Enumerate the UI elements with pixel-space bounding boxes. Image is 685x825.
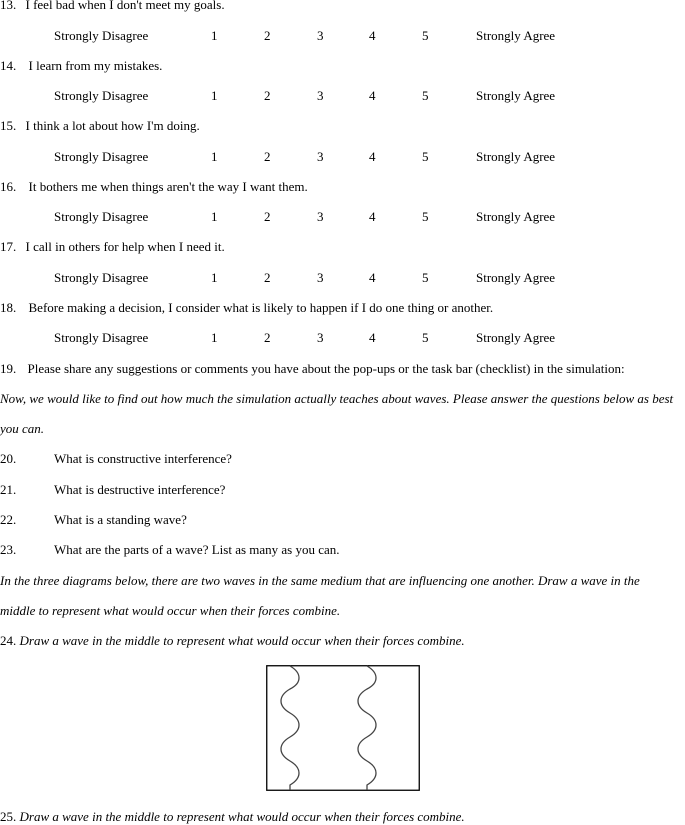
item-13-question <box>0 0 225 13</box>
scale-point-4[interactable]: 4 <box>369 270 376 285</box>
item-15-scale <box>0 149 685 165</box>
scale-point-3[interactable]: 3 <box>317 330 324 345</box>
scale-high-label: Strongly Agree <box>476 88 556 103</box>
scale-point-5[interactable]: 5 <box>422 330 429 345</box>
item-13-scale <box>0 28 685 44</box>
item-text: It bothers me when things aren't the way I want them. <box>28 179 308 194</box>
diagram-frame <box>267 666 420 791</box>
item-number: 18. <box>0 300 17 315</box>
item-17-question <box>0 239 225 255</box>
scale-point-2[interactable]: 2 <box>264 149 271 164</box>
scale-point-4[interactable]: 4 <box>369 149 376 164</box>
scale-point-2[interactable]: 2 <box>264 209 271 224</box>
scale-low-label: Strongly Disagree <box>54 88 149 103</box>
right-wave <box>358 666 376 790</box>
scale-high-label: Strongly Agree <box>476 330 556 345</box>
scale-point-1[interactable]: 1 <box>211 149 218 164</box>
scale-point-3[interactable]: 3 <box>317 209 324 224</box>
scale-point-2[interactable]: 2 <box>264 270 271 285</box>
item-number: 25. <box>0 809 17 824</box>
scale-point-5[interactable]: 5 <box>422 149 429 164</box>
question-25 <box>0 809 465 825</box>
item-number: 22. <box>0 512 17 527</box>
scale-point-1[interactable]: 1 <box>211 209 218 224</box>
item-number: 17. <box>0 239 17 254</box>
item-text: What is destructive interference? <box>54 482 226 497</box>
item-text: Draw a wave in the middle to represent what would occur when their forces combine. <box>19 633 465 648</box>
item-text: I think a lot about how I'm doing. <box>25 118 200 133</box>
scale-point-5[interactable]: 5 <box>422 28 429 43</box>
item-17-scale <box>0 270 685 286</box>
scale-low-label: Strongly Disagree <box>54 209 149 224</box>
wave-diagram[interactable] <box>266 665 420 791</box>
scale-point-4[interactable]: 4 <box>369 330 376 345</box>
item-14-question <box>0 58 162 74</box>
scale-point-1[interactable]: 1 <box>211 270 218 285</box>
item-text: Please share any suggestions or comments you have about the pop-ups or the task bar (checklist) in the simulation: <box>27 361 625 376</box>
item-text: Draw a wave in the middle to represent what would occur when their forces combine. <box>19 809 465 824</box>
item-number: 20. <box>0 451 17 466</box>
scale-low-label: Strongly Disagree <box>54 149 149 164</box>
item-number: 15. <box>0 118 17 133</box>
scale-low-label: Strongly Disagree <box>54 270 149 285</box>
scale-high-label: Strongly Agree <box>476 149 556 164</box>
scale-high-label: Strongly Agree <box>476 209 556 224</box>
item-number: 19. <box>0 361 17 376</box>
item-number: 24. <box>0 633 17 648</box>
scale-point-1[interactable]: 1 <box>211 330 218 345</box>
item-text: What are the parts of a wave? List as many as you can. <box>54 542 340 557</box>
scale-point-3[interactable]: 3 <box>317 28 324 43</box>
item-text: What is a standing wave? <box>54 512 187 527</box>
item-18-scale <box>0 330 685 346</box>
item-18-question <box>0 300 493 316</box>
scale-point-2[interactable]: 2 <box>264 28 271 43</box>
item-14-scale <box>0 88 685 104</box>
scale-point-4[interactable]: 4 <box>369 28 376 43</box>
waves-intro-line-2: you can. <box>0 421 45 436</box>
scale-high-label: Strongly Agree <box>476 270 556 285</box>
item-number: 21. <box>0 482 17 497</box>
item-text: I learn from my mistakes. <box>28 58 163 73</box>
item-number: 14. <box>0 58 17 73</box>
diagrams-intro-line-1: In the three diagrams below, there are two waves in the same medium that are influencing one another. Draw a wave in the <box>0 573 640 588</box>
scale-point-1[interactable]: 1 <box>211 88 218 103</box>
scale-point-3[interactable]: 3 <box>317 270 324 285</box>
scale-point-5[interactable]: 5 <box>422 88 429 103</box>
scale-point-1[interactable]: 1 <box>211 28 218 43</box>
scale-low-label: Strongly Disagree <box>54 330 149 345</box>
scale-point-2[interactable]: 2 <box>264 330 271 345</box>
item-text: Before making a decision, I consider what is likely to happen if I do one thing or another. <box>28 300 494 315</box>
left-wave <box>281 666 299 790</box>
item-16-question <box>0 179 308 195</box>
scale-low-label: Strongly Disagree <box>54 28 149 43</box>
question-19 <box>0 361 625 377</box>
item-15-question <box>0 118 200 134</box>
waves-intro-line-1: Now, we would like to find out how much the simulation actually teaches about waves. Please answer the questions below as best <box>0 391 674 406</box>
scale-point-4[interactable]: 4 <box>369 209 376 224</box>
item-16-scale <box>0 209 685 225</box>
question-24 <box>0 633 465 649</box>
item-number: 13. <box>0 0 17 12</box>
scale-point-5[interactable]: 5 <box>422 209 429 224</box>
item-text: What is constructive interference? <box>54 451 232 466</box>
item-text: I feel bad when I don't meet my goals. <box>25 0 225 12</box>
scale-high-label: Strongly Agree <box>476 28 556 43</box>
scale-point-4[interactable]: 4 <box>369 88 376 103</box>
item-text: I call in others for help when I need it. <box>25 239 225 254</box>
scale-point-2[interactable]: 2 <box>264 88 271 103</box>
scale-point-3[interactable]: 3 <box>317 88 324 103</box>
scale-point-5[interactable]: 5 <box>422 270 429 285</box>
item-number: 16. <box>0 179 17 194</box>
diagrams-intro-line-2: middle to represent what would occur when their forces combine. <box>0 603 341 618</box>
item-number: 23. <box>0 542 17 557</box>
scale-point-3[interactable]: 3 <box>317 149 324 164</box>
